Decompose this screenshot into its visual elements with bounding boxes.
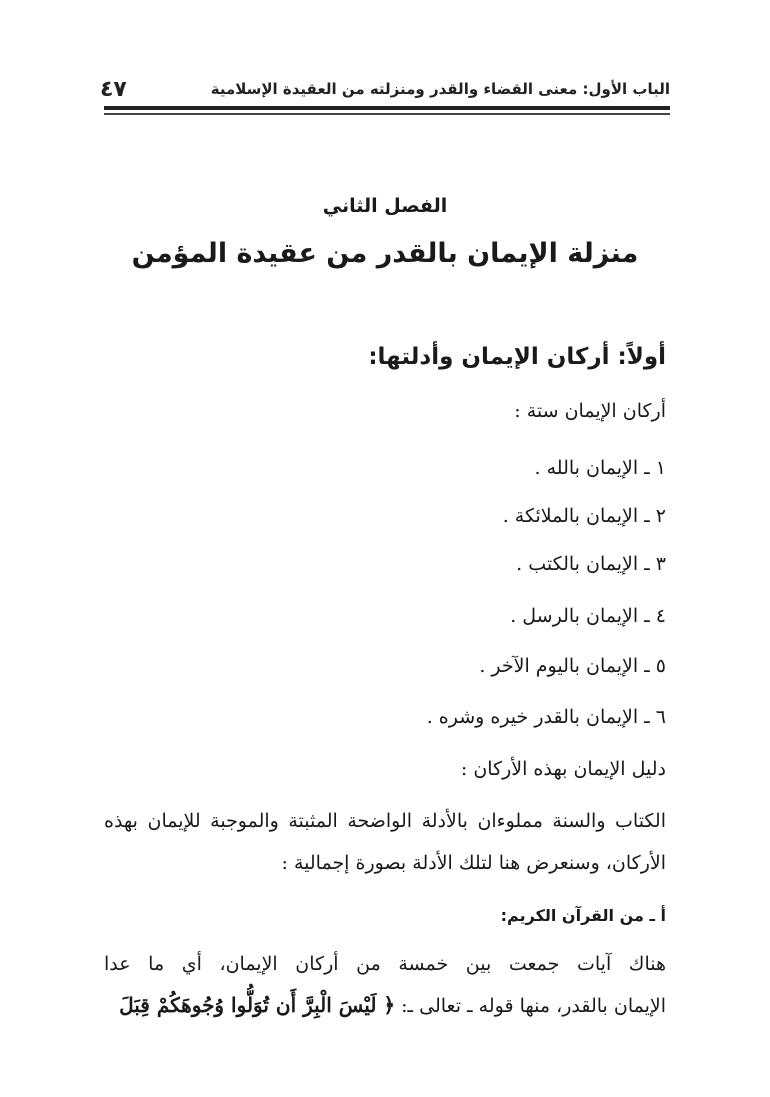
pillar-item: ٥ ـ الإيمان باليوم الآخر .: [479, 655, 666, 677]
paragraph-line: الأركان، وسنعرض هنا لتلك الأدلة بصورة إجمالية :: [281, 852, 666, 874]
pillar-item: ٢ ـ الإيمان بالملائكة .: [502, 505, 666, 527]
header-rule-thick: [104, 106, 670, 110]
subheading-quran: أ ـ من القرآن الكريم:: [500, 906, 666, 925]
quran-verse: ﴿ لَيْسَ الْبِرَّ أَن تُوَلُّوا وُجُوهَكُمْ قِبَلَ: [119, 993, 396, 1017]
chapter-label: الفصل الثاني: [322, 195, 448, 217]
pillar-item: ٣ ـ الإيمان بالكتب .: [516, 553, 666, 575]
paragraph-line: [119, 993, 666, 1017]
paragraph-line: الكتاب والسنة مملوءان بالأدلة الواضحة المثبتة والموجبة للإيمان بهذه: [104, 810, 666, 832]
header-rule-thin: [104, 113, 670, 115]
quran-intro-text: الإيمان بالقدر، منها قوله ـ تعالى ـ:: [395, 995, 666, 1017]
running-title: الباب الأول: معنى القضاء والقدر ومنزلته من العقيدة الإسلامية: [210, 80, 670, 98]
page-number: ٤٧: [100, 76, 127, 102]
pillar-item: ١ ـ الإيمان بالله .: [534, 457, 666, 479]
paragraph-line: هناك آيات جمعت بين خمسة من أركان الإيمان، أي ما عدا: [104, 953, 666, 975]
chapter-title: منزلة الإيمان بالقدر من عقيدة المؤمن: [131, 238, 639, 269]
pillar-item: ٦ ـ الإيمان بالقدر خيره وشره .: [426, 706, 666, 728]
section-heading: أولاً: أركان الإيمان وأدلتها:: [368, 344, 666, 370]
pillar-item: ٤ ـ الإيمان بالرسل .: [510, 605, 666, 627]
evidence-heading: دليل الإيمان بهذه الأركان :: [460, 758, 666, 780]
page-header: [100, 74, 670, 104]
pillars-intro: أركان الإيمان ستة :: [514, 400, 666, 422]
